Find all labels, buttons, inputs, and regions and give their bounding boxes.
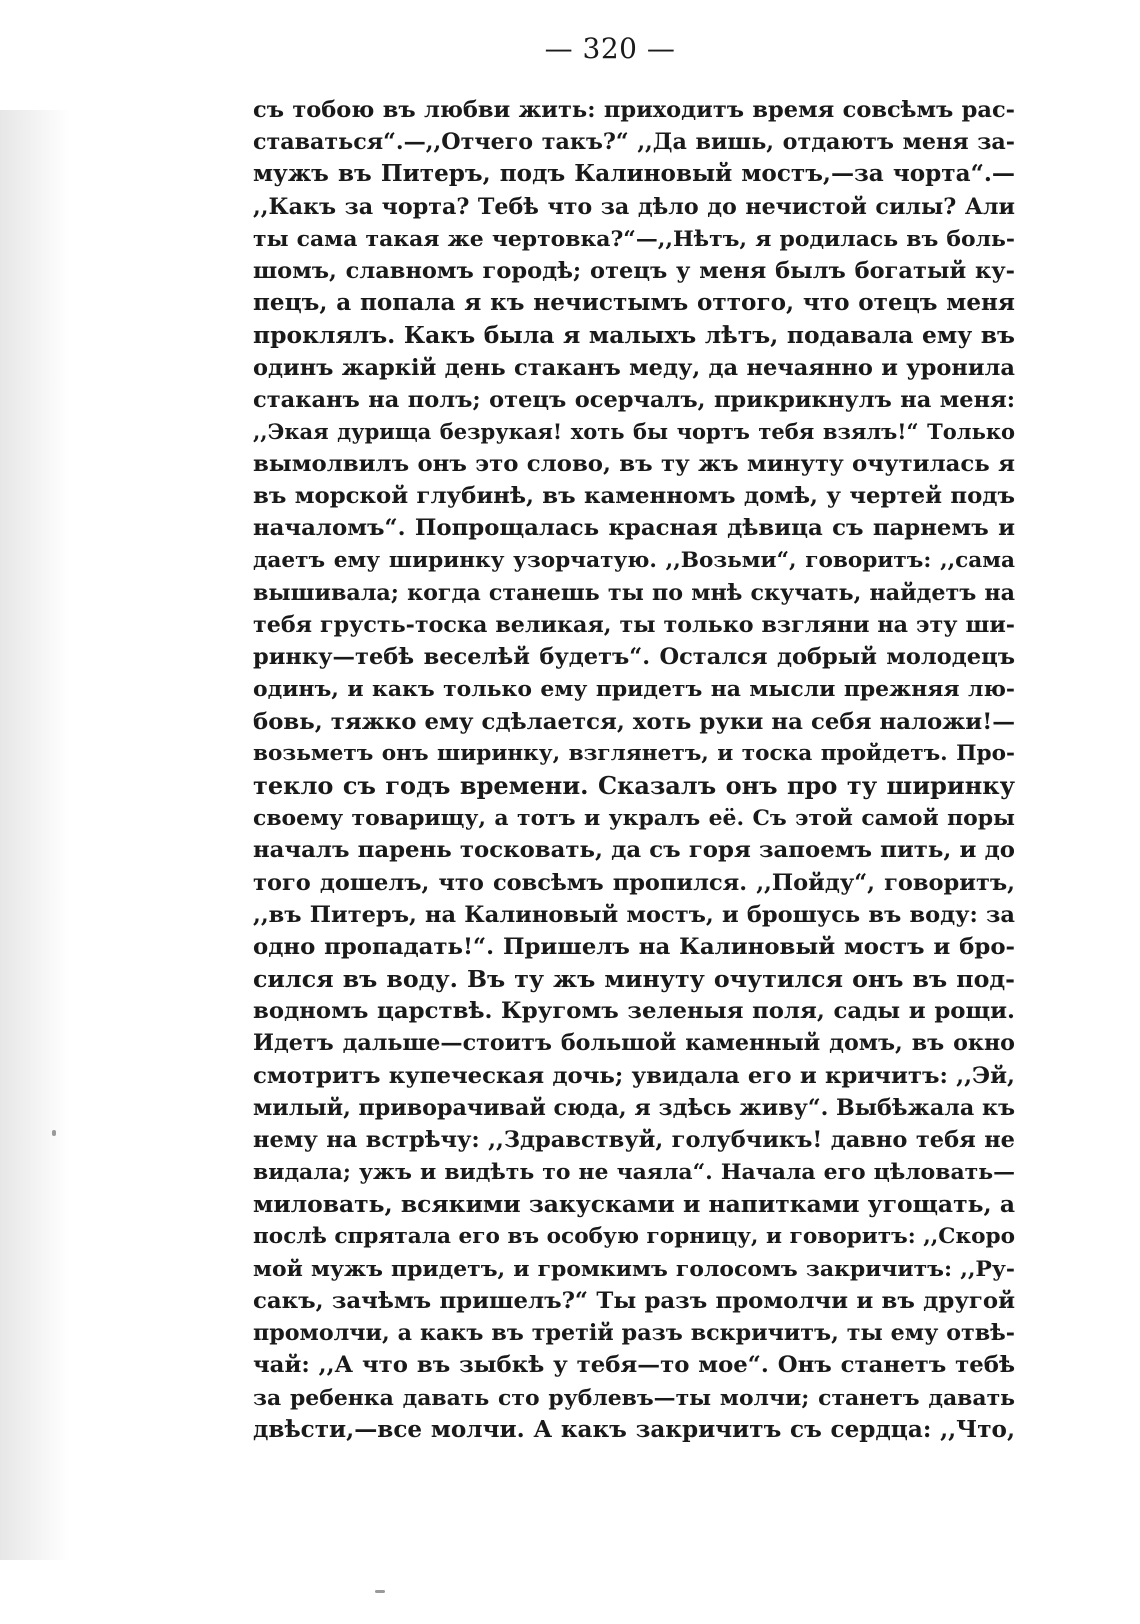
text-line: сакъ, зачѣмъ пришелъ?“ Ты разъ промолчи и въ другой bbox=[253, 1287, 1015, 1314]
text-line: ,,Какъ за чорта? Тебѣ что за дѣло до нечистой силы? Али bbox=[253, 193, 1015, 220]
text-line: сился въ воду. Въ ту жъ минуту очутился онъ въ под- bbox=[253, 965, 1015, 994]
text-line: милый, приворачивай сюда, я здѣсь живу“. Выбѣжала къ bbox=[253, 1094, 1015, 1121]
text-line: тебя грусть-тоска великая, ты только взгляни на эту ши- bbox=[253, 612, 1015, 638]
text-line: возьметъ онъ ширинку, взглянетъ, и тоска пройдетъ. Про- bbox=[253, 740, 1015, 766]
text-line: въ морской глубинѣ, въ каменномъ домѣ, у чертей подъ bbox=[253, 483, 1015, 510]
text-line: одно пропадать!“. Пришелъ на Калиновый мостъ и бро- bbox=[253, 933, 1015, 960]
text-line: ринку—тебѣ веселѣй будетъ“. Остался добрый молодецъ bbox=[253, 644, 1015, 671]
scan-shadow bbox=[0, 110, 70, 1560]
text-line: водномъ царствѣ. Кругомъ зеленыя поля, сады и рощи. bbox=[253, 998, 1015, 1025]
text-line: нему на встрѣчу: ,,Здравствуй, голубчикъ! давно тебя не bbox=[253, 1127, 1015, 1153]
text-line: проклялъ. Какъ была я малыхъ лѣтъ, подавала ему въ bbox=[253, 321, 1015, 350]
text-line: шомъ, славномъ городѣ; отецъ у меня былъ богатый ку- bbox=[253, 257, 1015, 284]
text-line: за ребенка давать сто рублевъ—ты молчи; станетъ давать bbox=[253, 1384, 1015, 1411]
page-number: — 320 — bbox=[544, 32, 676, 65]
text-line: текло съ годъ времени. Сказалъ онъ про ту ширинку bbox=[253, 770, 1015, 800]
text-line: началомъ“. Попрощалась красная дѣвица съ парнемъ и bbox=[253, 515, 1015, 542]
text-line: того дошелъ, что совсѣмъ пропился. ,,Пойду“, говоритъ, bbox=[253, 869, 1015, 896]
text-line: ,,въ Питеръ, на Калиновый мостъ, и брошусь въ воду: за bbox=[253, 901, 1015, 928]
text-line: промолчи, а какъ въ третій разъ вскричитъ, ты ему отвѣ- bbox=[253, 1320, 1015, 1347]
text-line: пецъ, а попала я къ нечистымъ оттого, что отецъ меня bbox=[253, 289, 1015, 317]
text-line: миловать, всякими закусками и напитками угощать, а bbox=[253, 1190, 1015, 1219]
text-line: стаканъ на полъ; отецъ осерчалъ, прикрикнулъ на меня: bbox=[253, 386, 1015, 413]
body-text bbox=[253, 94, 1015, 1446]
text-line: ты сама такая же чертовка?“—,,Нѣтъ, я родилась въ боль- bbox=[253, 225, 1015, 252]
text-line: двѣсти,—все молчи. А какъ закричитъ съ сердца: ,,Что, bbox=[253, 1415, 1015, 1443]
text-line: видала; ужъ и видѣть то не чаяла“. Начала его цѣловать— bbox=[253, 1159, 1015, 1186]
text-line: вымолвилъ онъ это слово, въ ту жъ минуту очутилась я bbox=[253, 451, 1015, 478]
text-line: смотритъ купеческая дочь; увидала его и кричитъ: ,,Эй, bbox=[253, 1062, 1015, 1089]
scan-speck bbox=[52, 1130, 56, 1136]
text-line: мужъ въ Питеръ, подъ Калиновый мостъ,—за чорта“.— bbox=[253, 160, 1015, 188]
text-line: Идетъ дальше—стоитъ большой каменный домъ, въ окно bbox=[253, 1030, 1015, 1057]
text-line: началъ парень тосковать, да съ горя запоемъ пить, и до bbox=[253, 837, 1015, 864]
text-line: своему товарищу, а тотъ и укралъ её. Съ этой самой поры bbox=[253, 805, 1015, 832]
text-line: одинъ, и какъ только ему придетъ на мысли прежняя лю- bbox=[253, 676, 1015, 703]
text-line: мой мужъ придетъ, и громкимъ голосомъ закричитъ: ,,Ру- bbox=[253, 1255, 1015, 1282]
text-line: бовь, тяжко ему сдѣлается, хоть руки на себя наложи!— bbox=[253, 708, 1015, 735]
text-line: съ тобою въ любви жить: приходитъ время совсѣмъ рас- bbox=[253, 97, 1015, 123]
text-line: чай: ,,А что въ зыбкѣ у тебя—то мое“. Онъ станетъ тебѣ bbox=[253, 1352, 1015, 1379]
text-line: ставаться“.—,,Отчего такъ?“ ,,Да вишь, отдаютъ меня за- bbox=[253, 129, 1015, 156]
text-line: вышивала; когда станешь ты по мнѣ скучать, найдетъ на bbox=[253, 579, 1015, 606]
text-line: послѣ спрятала его въ особую горницу, и говоритъ: ,,Скоро bbox=[253, 1223, 1015, 1249]
scan-speck bbox=[375, 1590, 385, 1593]
text-line: одинъ жаркій день стаканъ меду, да нечаянно и уронила bbox=[253, 354, 1015, 381]
text-line: ,,Экая дурища безрукая! хоть бы чортъ тебя взялъ!“ Только bbox=[253, 418, 1015, 444]
text-line: даетъ ему ширинку узорчатую. ,,Возьми“, говоритъ: ,,сама bbox=[253, 547, 1015, 573]
